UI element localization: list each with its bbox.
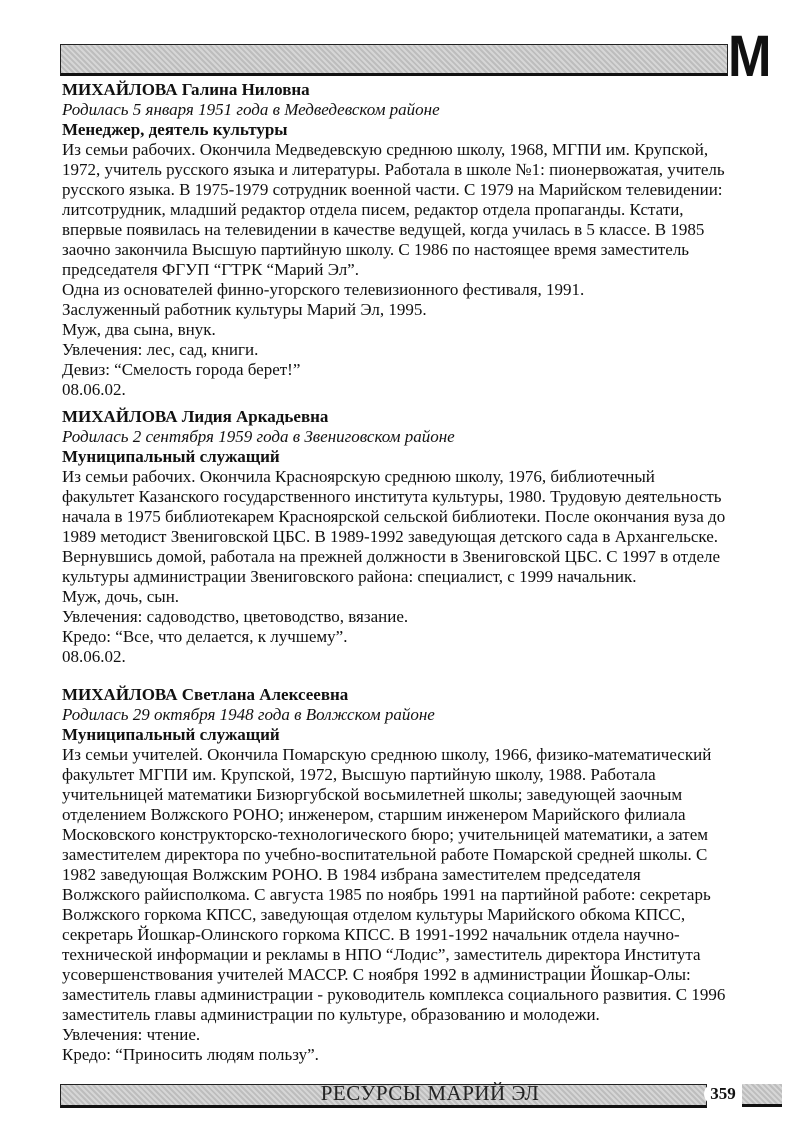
text-line: впервые появилась на телевидении в качестве ведущей, когда училась в 5 классе. В 1985 xyxy=(62,220,705,239)
birth-info: Родилась 29 октября 1948 года в Волжском районе xyxy=(62,705,435,724)
text-line: факультет Казанского государственного института культуры, 1980. Трудовую деятельность xyxy=(62,487,722,506)
text-line: заместителем директора по учебно-воспитательной работе Помарской средней школы. С xyxy=(62,845,708,864)
profession: Муниципальный служащий xyxy=(62,447,280,466)
text-line: Увлечения: садоводство, цветоводство, вязание. xyxy=(62,607,409,626)
text-line: Кредо: “Приносить людям пользу”. xyxy=(62,1045,319,1064)
text-line: Увлечения: чтение. xyxy=(62,1025,201,1044)
text-line: литсотрудник, младший редактор отдела писем, редактор отдела пропаганды. Кстати, xyxy=(62,200,684,219)
text-line: Девиз: “Смелость города берет!” xyxy=(62,360,301,379)
footer-decorative-bar-tail xyxy=(742,1084,782,1107)
text-line: Заслуженный работник культуры Марий Эл, 1995. xyxy=(62,300,427,319)
text-line: технической информации и рекламы в НПО “Лодис”, заместитель директора Института xyxy=(62,945,701,964)
text-line: Волжского горкома КПСС, заведующая отделом культуры Марийского обкома КПСС, xyxy=(62,905,686,924)
text-line: 1982 заведующая Волжским РОНО. В 1984 избрана заместителем председателя xyxy=(62,865,641,884)
person-name: МИХАЙЛОВА Лидия Аркадьевна xyxy=(62,407,329,426)
text-line: Из семьи рабочих. Окончила Красноярскую среднюю школу, 1976, библиотечный xyxy=(62,467,655,486)
text-line: Вернувшись домой, работала на прежней должности в Звениговской ЦБС. С 1997 в отделе xyxy=(62,547,721,566)
birth-info: Родилась 5 января 1951 года в Медведевском районе xyxy=(62,100,440,119)
text-line: отделением Волжского РОНО; инженером, старшим инженером Марийского филиала xyxy=(62,805,686,824)
text-line: усовершенствования учителей МАССР. С ноября 1992 в администрации Йошкар-Олы: xyxy=(62,965,691,984)
person-name: МИХАЙЛОВА Светлана Алексеевна xyxy=(62,685,349,704)
text-line: Волжского райисполкома. С августа 1985 по ноябрь 1991 на партийной работе: секретарь xyxy=(62,885,711,904)
text-line: Московского конструкторско-технологического бюро; учительницей математики, а затем xyxy=(62,825,709,844)
text-line: 08.06.02. xyxy=(62,647,126,666)
profession: Менеджер, деятель культуры xyxy=(62,120,288,139)
text-line: заместитель главы администрации по культуре, образованию и молодежи. xyxy=(62,1005,600,1024)
biography-entry xyxy=(62,685,802,1065)
text-line: Кредо: “Все, что делается, к лучшему”. xyxy=(62,627,348,646)
text-line: 1989 методист Звениговской ЦБС. В 1989-1992 заведующая детского сада в Архангельске. xyxy=(62,527,719,546)
text-line: 1972, учитель русского языка и литературы. Работала в школе №1: пионервожатая, учитель xyxy=(62,160,725,179)
text-line: председателя ФГУП “ГТРК “Марий Эл”. xyxy=(62,260,359,279)
text-line: культуры администрации Звениговского района: специалист, с 1999 начальник. xyxy=(62,567,637,586)
text-line: начала в 1975 библиотекарем Красноярской сельской библиотеки. После окончания вуза до xyxy=(62,507,726,526)
text-line: Одна из основателей финно-угорского телевизионного фестиваля, 1991. xyxy=(62,280,585,299)
text-line: Муж, дочь, сын. xyxy=(62,587,180,606)
section-letter: М xyxy=(728,24,772,89)
text-line: заместитель главы администрации - руководитель комплекса социального развития. С 1996 xyxy=(62,985,726,1004)
text-line: Муж, два сына, внук. xyxy=(62,320,216,339)
text-line: Увлечения: лес, сад, книги. xyxy=(62,340,259,359)
header-decorative-bar xyxy=(60,44,728,76)
biography-text xyxy=(62,745,802,1065)
biography-text xyxy=(62,467,802,667)
birth-info: Родилась 2 сентября 1959 года в Звениговском районе xyxy=(62,427,455,446)
biography-text xyxy=(62,140,802,400)
page-number: 359 xyxy=(704,1080,742,1108)
profession: Муниципальный служащий xyxy=(62,725,280,744)
person-name: МИХАЙЛОВА Галина Ниловна xyxy=(62,80,310,99)
text-line: заочно закончила Высшую партийную школу. С 1986 по настоящее время заместитель xyxy=(62,240,690,259)
biography-entry xyxy=(62,80,802,400)
text-line: Из семьи учителей. Окончила Помарскую среднюю школу, 1966, физико-математический xyxy=(62,745,712,764)
text-line: факультет МГПИ им. Крупской, 1972, Высшую партийную школу, 1988. Работала xyxy=(62,765,656,784)
text-line: Из семьи рабочих. Окончила Медведевскую среднюю школу, 1968, МГПИ им. Крупской, xyxy=(62,140,709,159)
footer-title: РЕСУРСЫ МАРИЙ ЭЛ xyxy=(320,1081,540,1105)
text-line: русского языка. В 1975-1979 сотрудник военной части. С 1979 на Марийском телевидении: xyxy=(62,180,723,199)
text-line: учительницей математики Бизюргубской восьмилетней школы; заведующей заочным xyxy=(62,785,683,804)
text-line: 08.06.02. xyxy=(62,380,126,399)
text-line: секретарь Йошкар-Олинского горкома КПСС. В 1991-1992 начальник отдела научно- xyxy=(62,925,680,944)
biography-entry xyxy=(62,407,802,667)
